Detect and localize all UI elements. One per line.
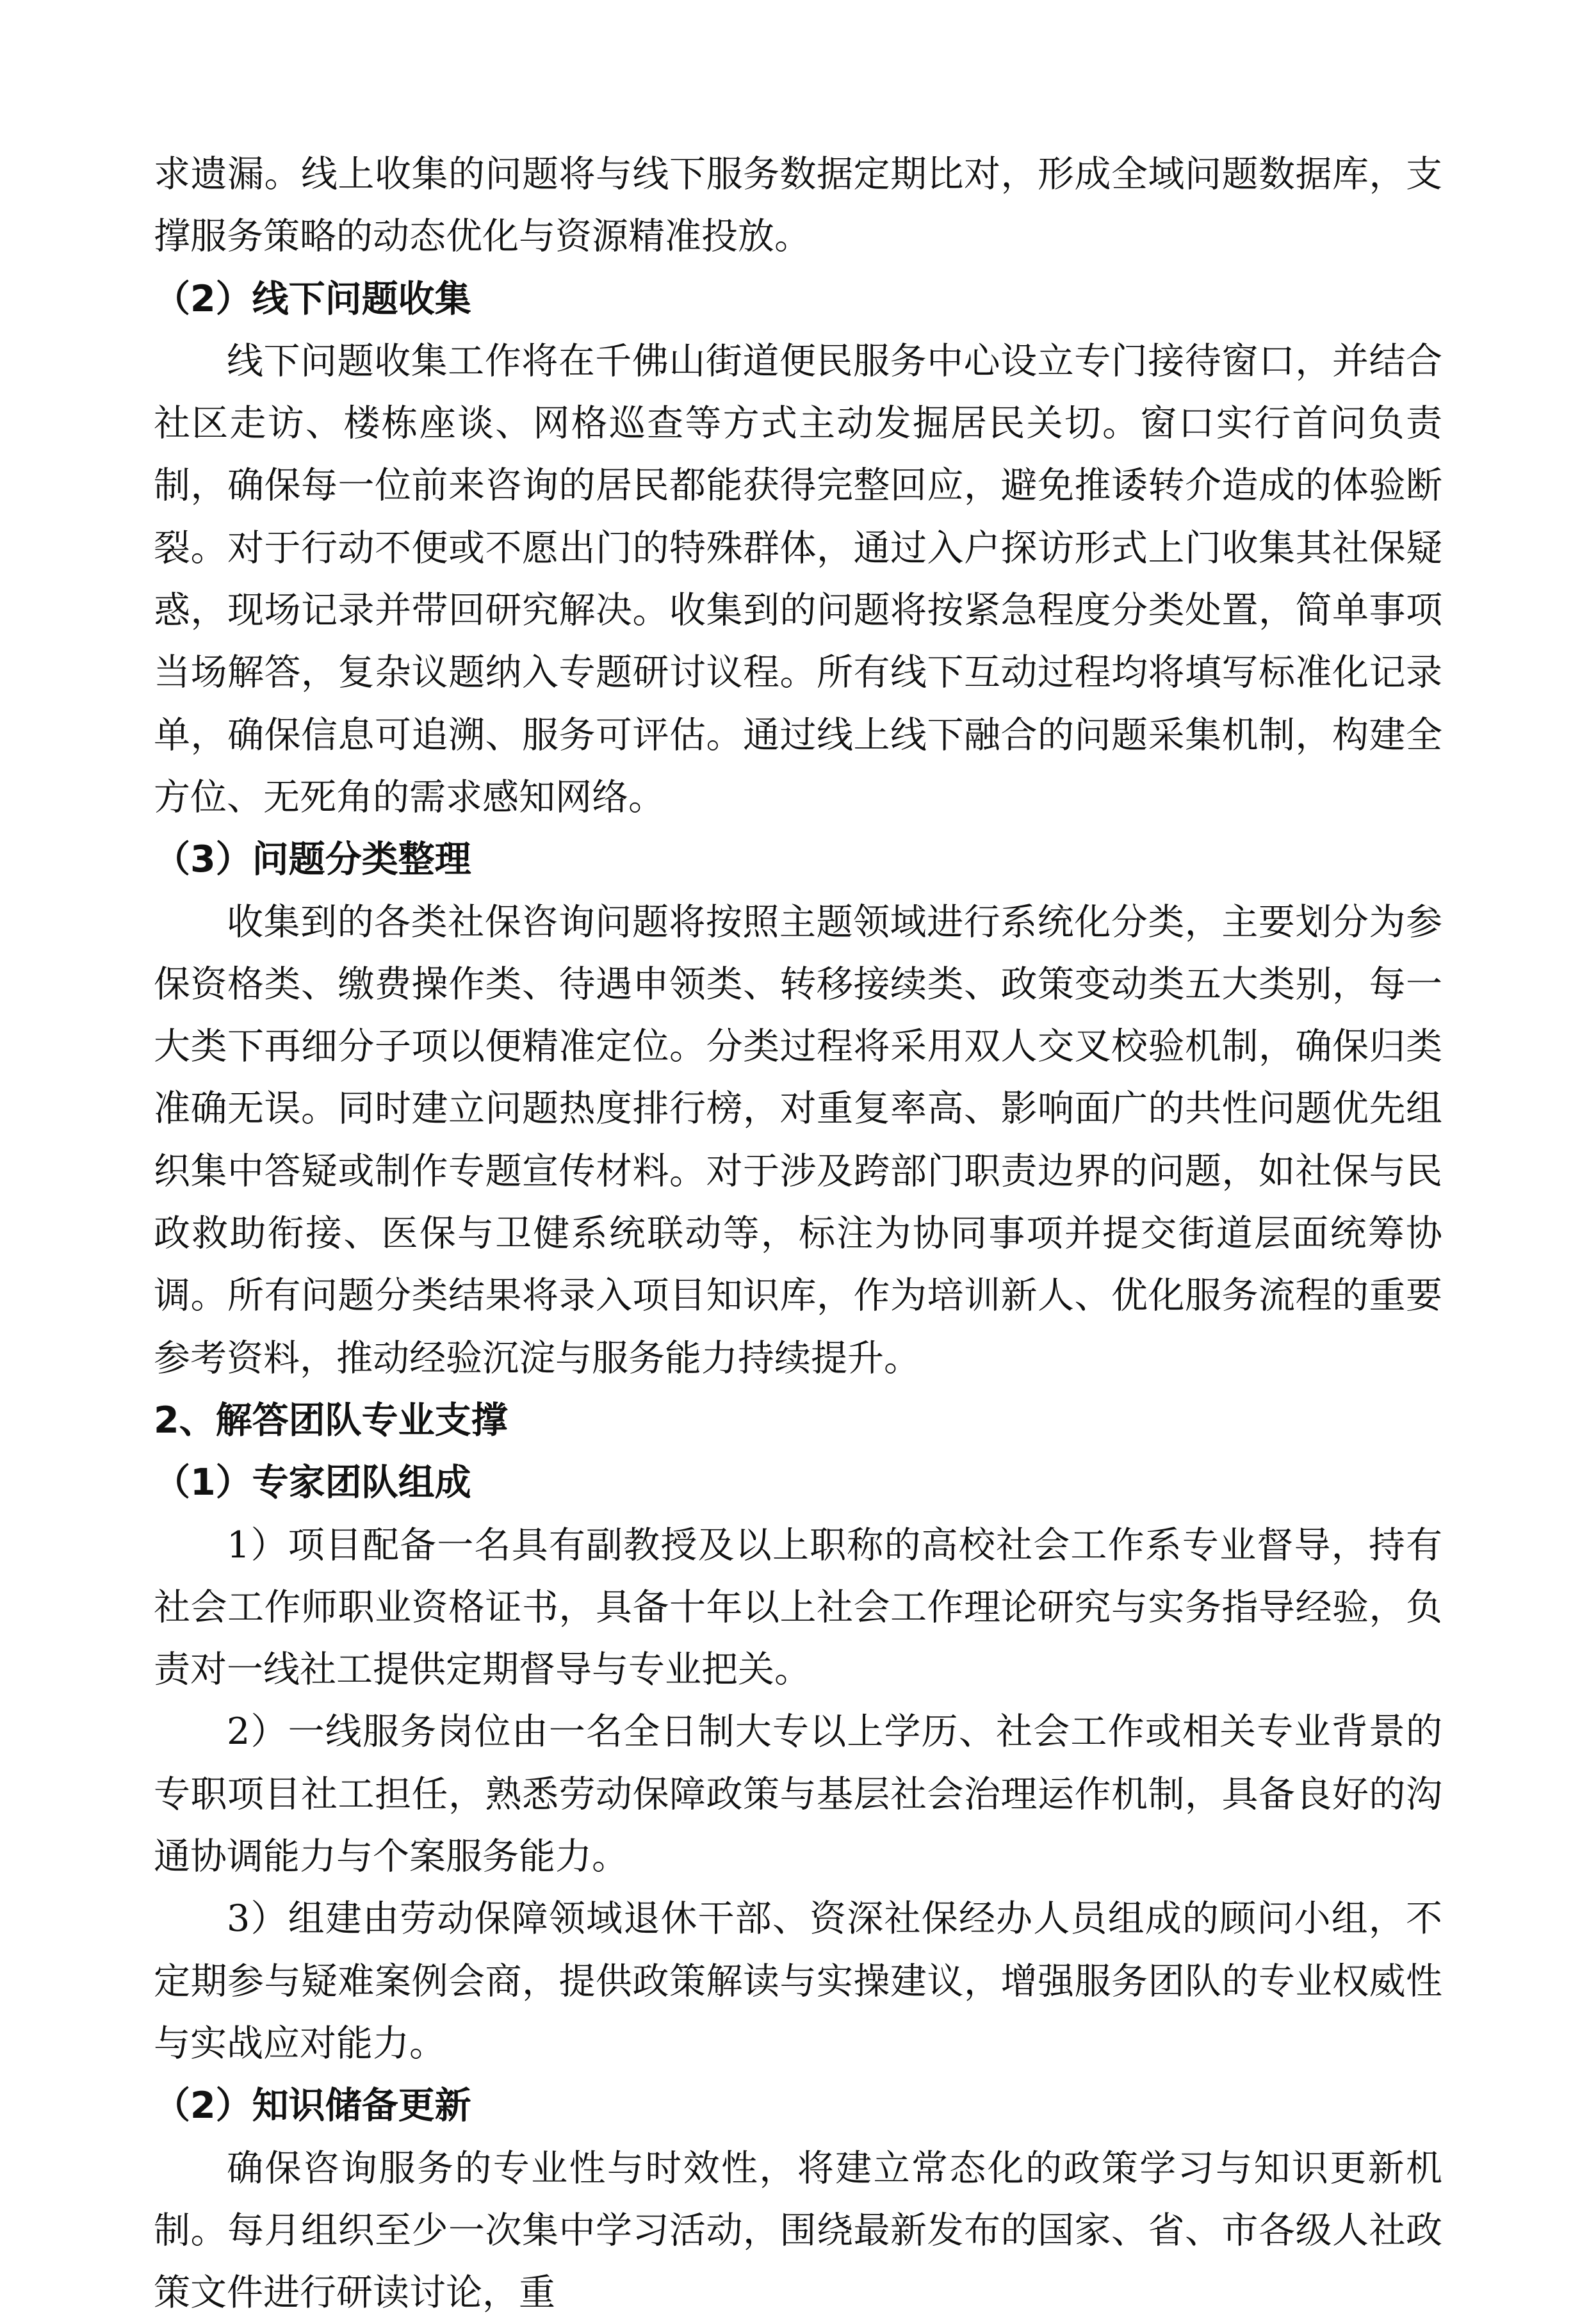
paragraph: 3）组建由劳动保障领域退休干部、资深社保经办人员组成的顾问小组，不定期参与疑难案例会商，提供政策解读与实操建议，增强服务团队的专业权威性与实战应对能力。: [154, 1888, 1442, 2075]
section-heading: 2、解答团队专业支撑: [154, 1390, 1442, 1452]
section-heading: （3）问题分类整理: [154, 829, 1442, 891]
document-page: [154, 143, 1442, 2324]
paragraph: 确保咨询服务的专业性与时效性，将建立常态化的政策学习与知识更新机制。每月组织至少一次集中学习活动，围绕最新发布的国家、省、市各级人社政策文件进行研读讨论，重: [154, 2138, 1442, 2324]
section-heading: （1）专家团队组成: [154, 1452, 1442, 1514]
paragraph: 求遗漏。线上收集的问题将与线下服务数据定期比对，形成全域问题数据库，支撑服务策略的动态优化与资源精准投放。: [154, 143, 1442, 268]
section-heading: （2）线下问题收集: [154, 268, 1442, 330]
paragraph: 1）项目配备一名具有副教授及以上职称的高校社会工作系专业督导，持有社会工作师职业资格证书，具备十年以上社会工作理论研究与实务指导经验，负责对一线社工提供定期督导与专业把关。: [154, 1515, 1442, 1702]
paragraph: 线下问题收集工作将在千佛山街道便民服务中心设立专门接待窗口，并结合社区走访、楼栋座谈、网格巡查等方式主动发掘居民关切。窗口实行首问负责制，确保每一位前来咨询的居民都能获得完整回应，避免推诿转介造成的体验断裂。对于行动不便或不愿出门的特殊群体，通过入户探访形式上门收集其社保疑惑，现场记录并带回研究解决。收集到的问题将按紧急程度分类处置，简单事项当场解答，复杂议题纳入专题研讨议程。所有线下互动过程均将填写标准化记录单，确保信息可追溯、服务可评估。通过线上线下融合的问题采集机制，构建全方位、无死角的需求感知网络。: [154, 330, 1442, 829]
paragraph: 收集到的各类社保咨询问题将按照主题领域进行系统化分类，主要划分为参保资格类、缴费操作类、待遇申领类、转移接续类、政策变动类五大类别，每一大类下再细分子项以便精准定位。分类过程将采用双人交叉校验机制，确保归类准确无误。同时建立问题热度排行榜，对重复率高、影响面广的共性问题优先组织集中答疑或制作专题宣传材料。对于涉及跨部门职责边界的问题，如社保与民政救助衔接、医保与卫健系统联动等，标注为协同事项并提交街道层面统筹协调。所有问题分类结果将录入项目知识库，作为培训新人、优化服务流程的重要参考资料，推动经验沉淀与服务能力持续提升。: [154, 891, 1442, 1390]
section-heading: （2）知识储备更新: [154, 2075, 1442, 2137]
paragraph: 2）一线服务岗位由一名全日制大专以上学历、社会工作或相关专业背景的专职项目社工担任，熟悉劳动保障政策与基层社会治理运作机制，具备良好的沟通协调能力与个案服务能力。: [154, 1701, 1442, 1888]
